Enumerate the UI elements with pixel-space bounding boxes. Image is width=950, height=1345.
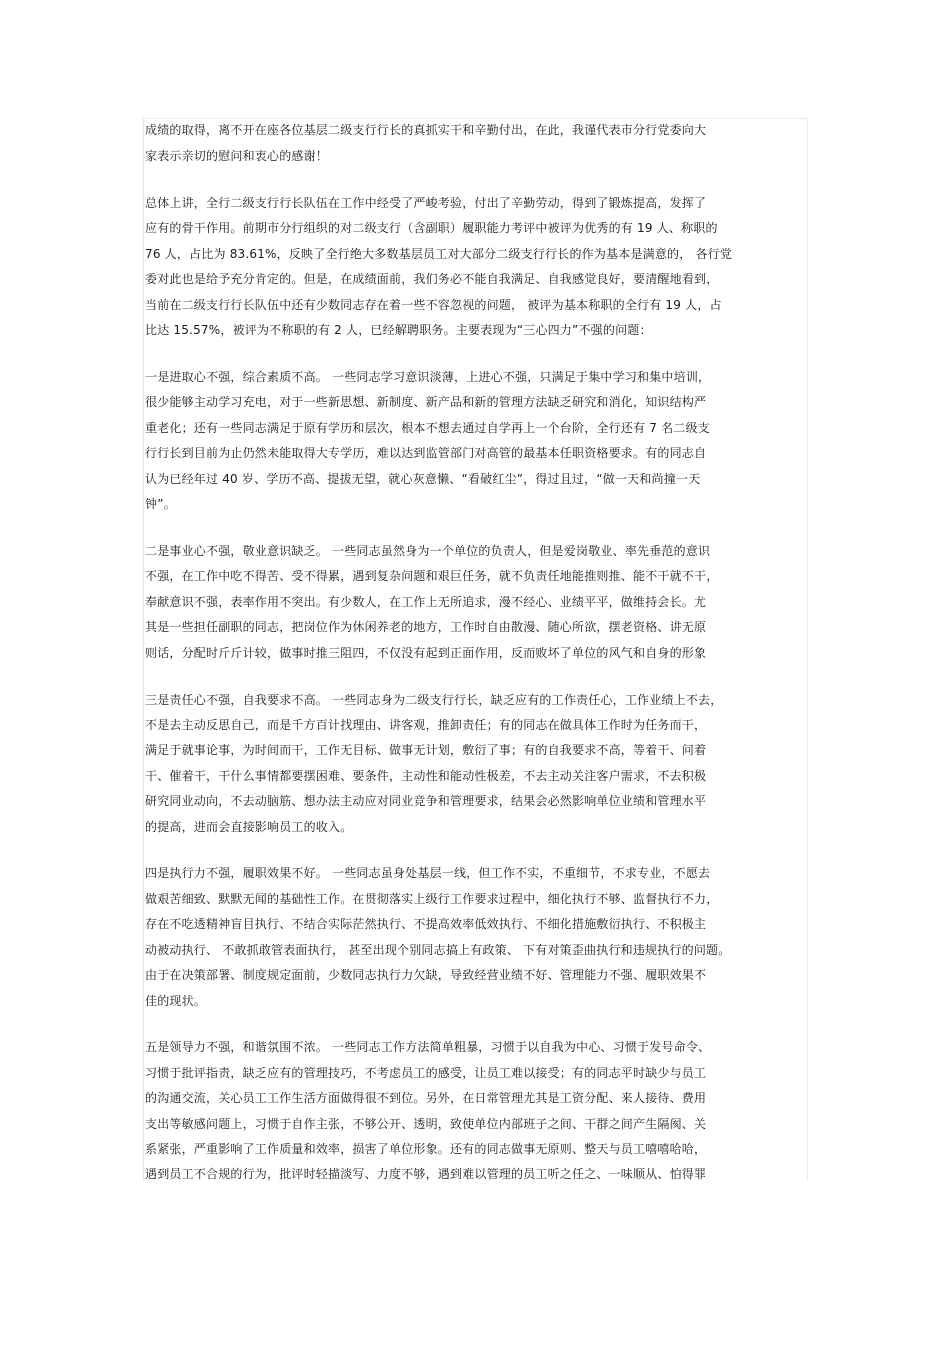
text-line: 则话，分配时斤斤计较，做事时推三阻四，不仅没有起到正面作用，反而败坏了单位的风气和自身的形象 [145, 646, 707, 660]
text-line: 成绩的取得，离不开在座各位基层二级支行行长的真抓实干和辛勤付出，在此，我谨代表市分行党委向大 [145, 123, 707, 137]
text-line: 一是进取心不强，综合素质不高。 一些同志学习意识淡薄，上进心不强，只满足于集中学习和集中培训， [145, 370, 711, 384]
text-line: 家表示亲切的慰问和衷心的感谢！ [145, 149, 329, 163]
text-line: 由于在决策部署、制度规定面前，少数同志执行力欠缺，导致经营业绩不好、管理能力不强、履职效果不 [145, 968, 707, 982]
text-line: 佳的现状。 [145, 994, 207, 1008]
text-line: 存在不吃透精神盲目执行、不结合实际茫然执行、不提高效率低效执行、不细化措施敷衍执行、不积极主 [145, 917, 707, 931]
text-line: 重老化；还有一些同志满足于原有学历和层次，根本不想去通过自学再上一个台阶，全行还有 7 名二级支 [145, 421, 710, 435]
text-line: 干、催着干，干什么事情都要摆困难、要条件，主动性和能动性极差，不去主动关注客户需求，不去积极 [145, 769, 707, 783]
text-line: 总体上讲，全行二级支行行长队伍在工作中经受了严峻考验，付出了辛勤劳动，得到了锻炼提高，发挥了 [145, 196, 707, 210]
text-line: 动被动执行、 不敢抓敢管表面执行， 甚至出现个别同志搞上有政策、 下有对策歪曲执行和违规执行的问题。 [145, 943, 731, 957]
text-line: 应有的骨干作用。前期市分行组织的对二级支行（含副职）履职能力考评中被评为优秀的有 19 人、称职的 [145, 221, 718, 235]
text-line: 不强，在工作中吃不得苦、受不得累，遇到复杂问题和艰巨任务，就不负责任地能推则推、能不干就不干， [145, 569, 719, 583]
text-line: 其是一些担任副职的同志，把岗位作为休闲养老的地方，工作时自由散漫、随心所欲，摆老资格、讲无原 [145, 620, 707, 634]
text-line: 很少能够主动学习充电，对于一些新思想、新制度、新产品和新的管理方法缺乏研究和消化，知识结构严 [145, 395, 707, 409]
text-line: 支出等敏感问题上，习惯于自作主张，不够公开、透明，致使单位内部班子之间、干群之间产生隔阂、关 [145, 1117, 707, 1131]
text-line: 做艰苦细致、默默无闻的基础性工作。在贯彻落实上级行工作要求过程中，细化执行不够、监督执行不力， [145, 892, 719, 906]
text-line: 五是领导力不强，和谐氛围不浓。 一些同志工作方法简单粗暴，习惯于以自我为中心、习惯于发号命令、 [145, 1040, 711, 1054]
text-line: 研究同业动向，不去动脑筋、想办法主动应对同业竞争和管理要求，结果会必然影响单位业绩和管理水平 [145, 794, 707, 808]
text-line: 钟”。 [145, 497, 176, 511]
text-line: 的提高，进而会直接影响员工的收入。 [145, 820, 353, 834]
text-line: 76 人，占比为 83.61%，反映了全行绝大多数基层员工对大部分二级支行行长的作为基本是满意的， 各行党 [145, 247, 733, 261]
text-line: 认为已经年过 40 岁、学历不高、提拔无望，就心灰意懒、“看破红尘”，得过且过，“做一天和尚撞一天 [145, 472, 701, 486]
text-line: 比达 15.57%，被评为不称职的有 2 人，已经解聘职务。主要表现为“三心四力”不强的问题： [145, 323, 652, 337]
text-line: 委对此也是给予充分肯定的。但是，在成绩面前，我们务必不能自我满足、自我感觉良好，要清醒地看到， [145, 272, 719, 286]
text-line: 三是责任心不强，自我要求不高。 一些同志身为二级支行行长，缺乏应有的工作责任心，工作业绩上不去， [145, 693, 723, 707]
text-line: 当前在二级支行行长队伍中还有少数同志存在着一些不容忽视的问题， 被评为基本称职的全行有 19 人，占 [145, 298, 722, 312]
text-line: 二是事业心不强，敬业意识缺乏。 一些同志虽然身为一个单位的负责人，但是爱岗敬业、率先垂范的意识 [145, 544, 711, 558]
text-line: 满足于就事论事，为时间而干，工作无目标、做事无计划，敷衍了事；有的自我要求不高，等着干、问着 [145, 743, 707, 757]
text-line: 遇到员工不合规的行为，批评时轻描淡写、力度不够，遇到难以管理的员工听之任之、一味顺从、怕得罪 [145, 1167, 707, 1181]
text-line: 不是去主动反思自己，而是千方百计找理由、讲客观，推卸责任；有的同志在做具体工作时为任务而干， [145, 718, 707, 732]
text-line: 奉献意识不强，表率作用不突出。有少数人，在工作上无所追求，漫不经心、业绩平平，做维持会长。尤 [145, 595, 707, 609]
text-line: 四是执行力不强，履职效果不好。 一些同志虽身处基层一线，但工作不实，不重细节，不求专业，不愿去 [145, 866, 711, 880]
text-line: 系紧张，严重影响了工作质量和效率，损害了单位形象。还有的同志做事无原则、整天与员工嘻嘻哈哈， [145, 1142, 707, 1156]
text-line: 的沟通交流，关心员工工作生活方面做得很不到位。另外，在日常管理尤其是工资分配、来人接待、费用 [145, 1091, 707, 1105]
text-line: 行行长到目前为止仍然未能取得大专学历，难以达到监管部门对高管的最基本任职资格要求。有的同志自 [145, 446, 707, 460]
text-line: 习惯于批评指责，缺乏应有的管理技巧，不考虑员工的感受，让员工难以接受；有的同志平时缺少与员工 [145, 1066, 707, 1080]
